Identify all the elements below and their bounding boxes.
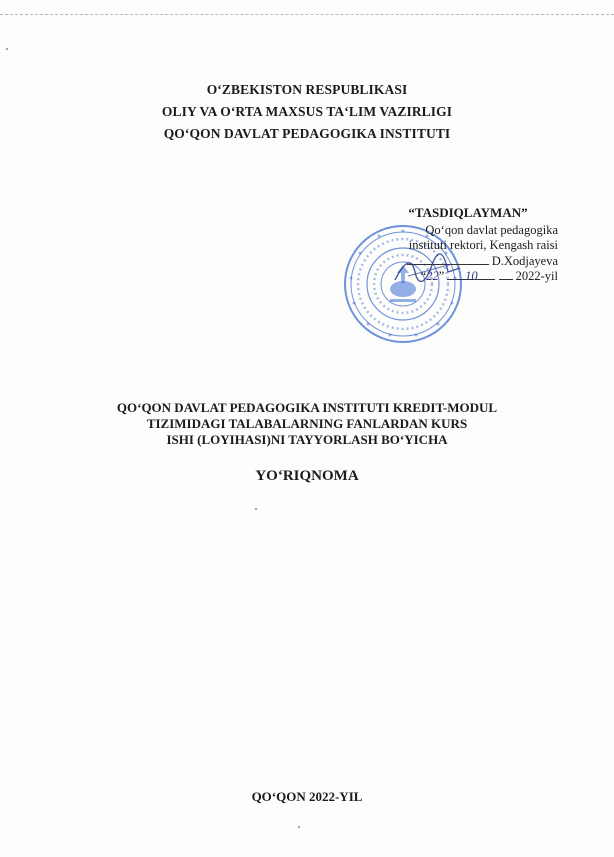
- scan-speck: [6, 48, 8, 50]
- date-year: 2022-yil: [515, 269, 558, 283]
- header-ministry: OLIY VA O‘RTA MAXSUS TA‘LIM VAZIRLIGI: [161, 104, 453, 119]
- approval-title: “TASDIQLAYMAN”: [408, 205, 528, 220]
- document-type: YO‘RIQNOMA: [255, 468, 359, 484]
- document-title-line2: TIZIMIDAGI TALABALARNING FANLARDAN KURS: [146, 416, 468, 431]
- approver-name: D.Xodjayeva: [491, 253, 558, 268]
- approval-position-line1: Qo‘qon davlat pedagogika: [425, 222, 558, 237]
- approval-position-line2: instituti rektori, Kengash raisi: [408, 238, 558, 252]
- scan-speck: [255, 508, 257, 510]
- date-month: 10: [447, 269, 495, 280]
- date-month-underline: [499, 269, 513, 280]
- footer-place-year: QO‘QON 2022-YIL: [251, 789, 363, 804]
- document-title-line1: QO‘QON DAVLAT PEDAGOGIKA INSTITUTI KREDIT-MODUL: [116, 400, 498, 415]
- header-institute: QO‘QON DAVLAT PEDAGOGIKA INSTITUTI: [163, 126, 451, 141]
- page-top-dashed-edge: [0, 14, 614, 15]
- document-title-line3: ISHI (LOYIHASI)NI TAYYORLASH BO‘YICHA: [166, 432, 448, 447]
- header-country: O‘ZBEKISTON RESPUBLIKASI: [206, 82, 408, 97]
- handwritten-signature: [390, 250, 470, 290]
- scan-speck: [298, 826, 300, 828]
- date-day: “22”: [420, 269, 445, 283]
